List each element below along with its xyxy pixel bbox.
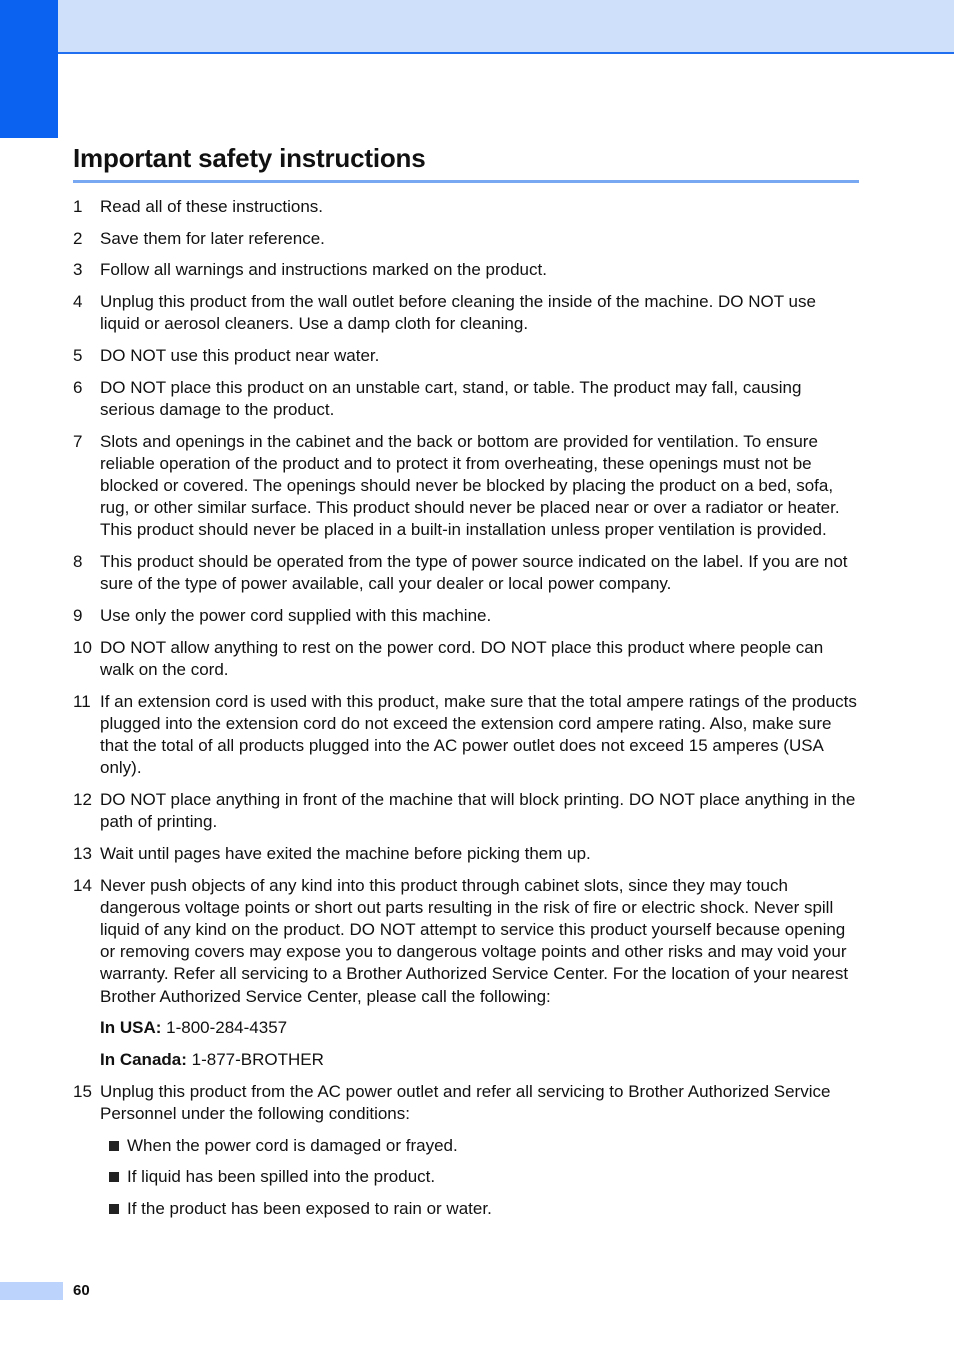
usa-label: In USA: [100, 1018, 162, 1038]
condition-item [100, 1198, 859, 1220]
square-bullet-icon [109, 1204, 119, 1214]
canada-phone: 1-877-BROTHER [191, 1050, 324, 1069]
item-text: Unplug this product from the AC power outlet and refer all servicing to Brother Authorized Service Personnel under the following conditions: [100, 1081, 831, 1123]
page-number: 60 [73, 1282, 90, 1299]
item-text: Follow all warnings and instructions marked on the product. [100, 260, 547, 280]
list-item [73, 551, 859, 595]
list-item [73, 637, 859, 681]
list-item [73, 377, 859, 421]
item-number: 1 [73, 197, 83, 216]
item-number: 15 [73, 1081, 92, 1101]
item-number: 6 [73, 377, 83, 397]
item-text: Save them for later reference. [100, 228, 325, 248]
condition-text: If liquid has been spilled into the product. [127, 1167, 436, 1187]
item-text: DO NOT place this product on an unstable cart, stand, or table. The product may fall, causing serious damage to the product. [100, 377, 802, 419]
title-underline [73, 180, 859, 183]
item-number: 13 [73, 843, 92, 863]
item-number: 5 [73, 346, 83, 366]
usa-contact [100, 1017, 859, 1039]
item-number: 8 [73, 552, 83, 572]
condition-text: If the product has been exposed to rain or water. [127, 1199, 492, 1219]
item-number: 11 [73, 691, 91, 711]
item-number: 3 [73, 260, 83, 280]
item-text: If an extension cord is used with this product, make sure that the total ampere ratings of the products plugged into the extension cord do not exceed the extension cord ampere rating. Also, make sure that the total of all products plugged into the AC power outlet does not exceed 15 amperes (USA only). [100, 691, 857, 778]
condition-item [100, 1166, 859, 1188]
item-number: 7 [73, 431, 83, 451]
list-item [73, 345, 859, 367]
page-number-bar [0, 1282, 63, 1300]
list-item [73, 789, 859, 833]
list-item [73, 291, 859, 335]
item-text: Wait until pages have exited the machine before picking them up. [100, 843, 591, 863]
item-number: 2 [73, 228, 83, 248]
item-text: Unplug this product from the wall outlet before cleaning the inside of the machine. DO NOT use liquid or aerosol cleaners. Use a damp cloth for cleaning. [100, 292, 816, 334]
item-text: Never push objects of any kind into this product through cabinet slots, since they may touch dangerous voltage points or short out parts resulting in the risk of fire or electric shock. Never spill liquid of any kind on the product. DO NOT attempt to service this product yourself because opening or removing covers may expose you to dangerous voltage points and other risks and may void your warranty. Refer all servicing to a Brother Authorized Service Center. For the location of your nearest Brother Authorized Service Center, please call the following: [100, 875, 849, 1006]
condition-text: When the power cord is damaged or frayed. [127, 1135, 458, 1155]
header-band [58, 0, 954, 54]
list-item [73, 691, 859, 780]
item-text: DO NOT use this product near water. [100, 346, 380, 366]
item-number: 12 [73, 789, 92, 809]
list-item [73, 228, 859, 250]
chapter-tab [0, 0, 58, 138]
list-item [73, 1081, 859, 1221]
list-item [73, 431, 859, 542]
condition-item [100, 1135, 859, 1157]
item-number: 9 [73, 606, 83, 626]
list-item [73, 843, 859, 865]
square-bullet-icon [109, 1172, 119, 1182]
item-number: 10 [73, 637, 92, 657]
conditions-list [100, 1135, 859, 1221]
item-text: DO NOT allow anything to rest on the power cord. DO NOT place this product where people can walk on the cord. [100, 637, 824, 679]
item-number: 14 [73, 875, 92, 895]
item-text: DO NOT place anything in front of the machine that will block printing. DO NOT place anything in the path of printing. [100, 789, 856, 832]
item-text: Use only the power cord supplied with this machine. [100, 606, 492, 626]
instruction-list [73, 196, 859, 1230]
canada-contact [100, 1049, 859, 1071]
item-text: Slots and openings in the cabinet and the back or bottom are provided for ventilation. To ensure reliable operation of the product and to protect it from overheating, these openings must not be blocked or covered. The openings should never be blocked by placing the product on a bed, sofa, rug, or other similar surface. This product should never be placed near or over a radiator or heater. This product should never be placed in a built-in installation unless proper ventilation is provided. [100, 431, 840, 540]
page-title: Important safety instructions [73, 143, 426, 173]
list-item [73, 259, 859, 281]
item-text: Read all of these instructions. [100, 197, 324, 216]
canada-label: In Canada: [100, 1050, 187, 1069]
item-number: 4 [73, 292, 83, 312]
list-item [73, 605, 859, 627]
usa-phone: 1-800-284-4357 [166, 1018, 288, 1038]
square-bullet-icon [109, 1141, 119, 1151]
list-item [73, 875, 859, 1072]
item-text: This product should be operated from the type of power source indicated on the label. If you are not sure of the type of power available, call your dealer or local power company. [100, 552, 848, 594]
list-item [73, 196, 859, 218]
